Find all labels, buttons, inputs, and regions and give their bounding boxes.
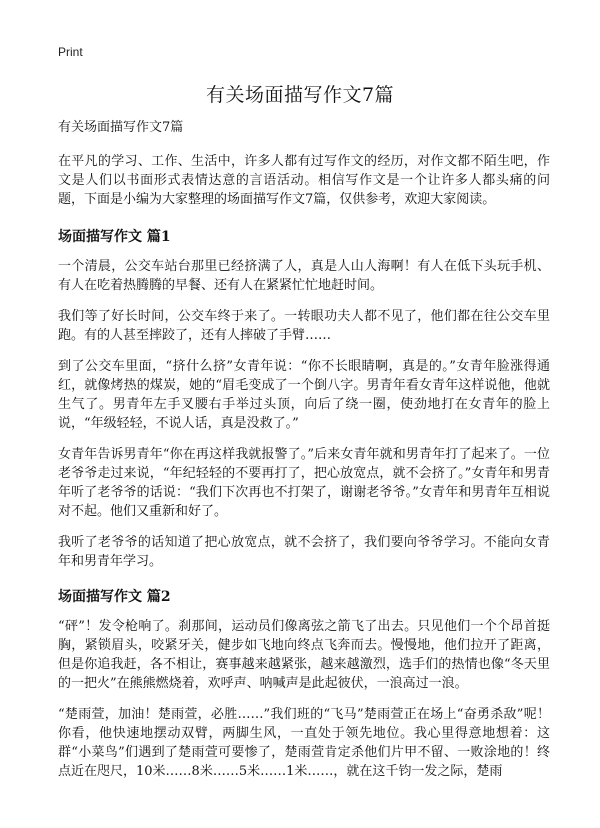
section-paragraph: 到了公交车里面，“挤什么挤”女青年说：“你不长眼睛啊，真是的。”女青年脸涨得通红，就像烤热的煤炭，她的“眉毛变成了一个倒八字。男青年看女青年这样说他，他就生气了。男青年左手叉腰右手举过头顶，向后了绕一圈，使劲地打在女青年的脸上说，“年级轻轻，不说人话，真是没救了。” <box>58 359 550 431</box>
section-heading: 场面描写作文 篇1 <box>58 229 171 245</box>
section-paragraph: “楚雨萱，加油！楚雨萱，必胜……”我们班的“飞马”楚雨萱正在场上“奋勇杀敌”呢！你看，他快速地摆动双臂，两脚生风，一直处于领先地位。我心里得意地想着：这群“小菜鸟”们遇到了楚雨萱可要惨了，楚雨萱肯定杀他们片甲不留、一败涂地的！终点近在咫尺，10米……8米……5米……1米……，就在这千钧一发之际，楚雨 <box>58 707 550 779</box>
section-paragraph: 我们等了好长时间，公交车终于来了。一转眼功夫人都不见了，他们都在往公交车里跑。有的人甚至摔跤了，还有人摔破了手臂…… <box>58 309 550 343</box>
section-paragraph: 女青年告诉男青年“你在再这样我就报警了。”后来女青年就和男青年打了起来了。一位老爷爷走过来说，“年纪轻轻的不要再打了，把心放宽点，就不会挤了。”女青年和男青年听了老爷爷的话说：“我们下次再也不打架了，谢谢老爷爷。”女青年和男青年互相说对不起。他们又重新和好了。 <box>58 447 550 519</box>
document-body <box>58 118 550 793</box>
print-label[interactable]: Print <box>58 45 83 59</box>
section-heading: 场面描写作文 篇2 <box>58 589 171 605</box>
document-subtitle: 有关场面描写作文7篇 <box>58 120 184 135</box>
section-paragraph: 我听了老爷爷的话知道了把心放宽点，就不会挤了，我们要向爷爷学习。不能向女青年和男青年学习。 <box>58 535 550 569</box>
intro-paragraph: 在平凡的学习、工作、生活中，许多人都有过写作文的经历，对作文都不陌生吧，作文是人们以书面形式表情达意的言语活动。相信写作文是一个让许多人都头痛的问题，下面是小编为大家整理的场面描写作文7篇，仅供参考，欢迎大家阅读。 <box>58 154 550 207</box>
page-title: 有关场面描写作文7篇 <box>205 84 395 106</box>
section-paragraph: 一个清晨，公交车站台那里已经挤满了人，真是人山人海啊！有人在低下头玩手机、有人在吃着热腾腾的早餐、还有人在紧紧忙忙地赶时间。 <box>58 259 550 293</box>
section-paragraph: “砰”！发令枪响了。刹那间，运动员们像离弦之箭飞了出去。只见他们一个个昂首挺胸，紧锁眉头，咬紧牙关，健步如飞地向终点飞奔而去。慢慢地，他们拉开了距离，但是你追我赶，各不相让，赛事越来越紧张，越来越激烈，选手们的热情也像“冬天里的一把火”在熊熊燃烧着，欢呼声、呐喊声是此起彼伏，一浪高过一浪。 <box>58 619 550 691</box>
